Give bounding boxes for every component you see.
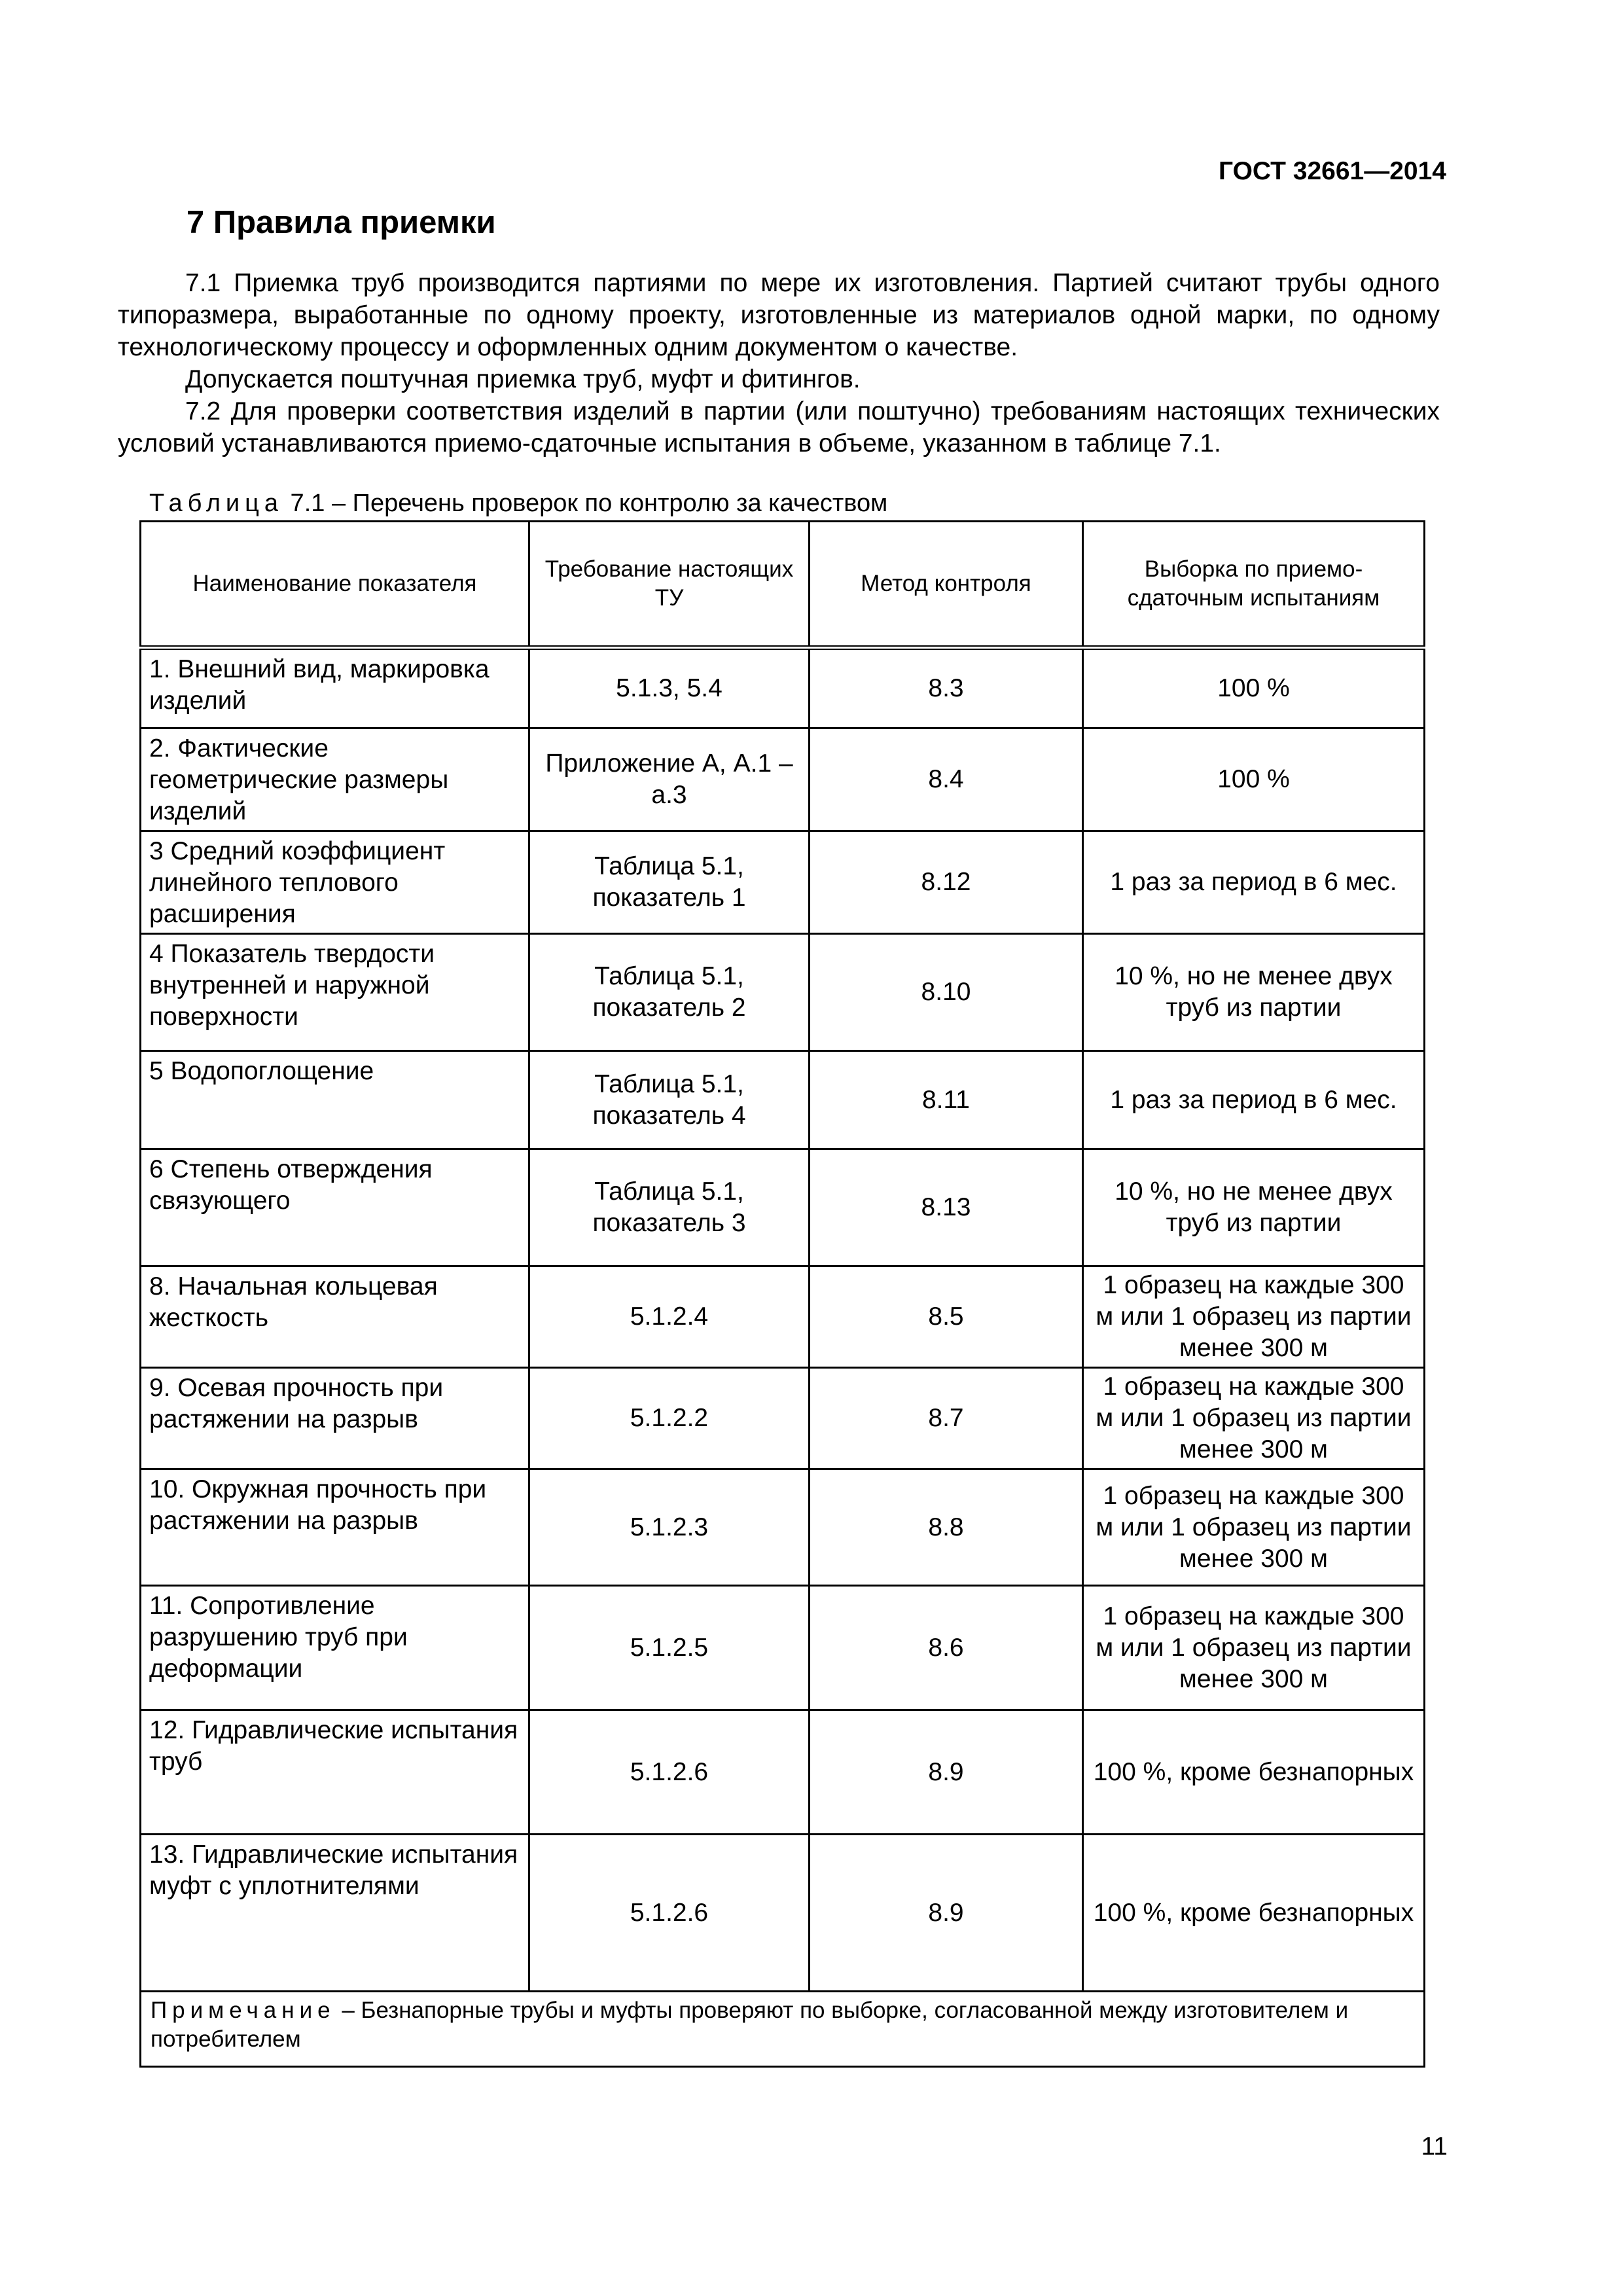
cell-requirement: Таблица 5.1, показатель 2 — [529, 934, 810, 1051]
cell-requirement: 5.1.2.6 — [529, 1710, 810, 1835]
cell-sample: 1 раз за период в 6 мес. — [1083, 831, 1425, 934]
section-title: 7 Правила приемки — [187, 205, 496, 240]
table-caption — [149, 490, 887, 518]
column-header-requirement: Требование настоящих ТУ — [529, 522, 810, 648]
cell-requirement: Таблица 5.1, показатель 4 — [529, 1051, 810, 1149]
table-row — [141, 728, 1425, 831]
cell-indicator: 11. Сопротивление разрушению труб при деформации — [141, 1586, 529, 1710]
cell-indicator: 1. Внешний вид, маркировка изделий — [141, 648, 529, 728]
column-header-indicator: Наименование показателя — [141, 522, 529, 648]
cell-indicator: 2. Фактические геометрические размеры изделий — [141, 728, 529, 831]
cell-indicator: 12. Гидравлические испытания труб — [141, 1710, 529, 1835]
cell-sample: 10 %, но не менее двух труб из партии — [1083, 934, 1425, 1051]
table-note — [141, 1992, 1425, 2067]
cell-requirement: 5.1.3, 5.4 — [529, 648, 810, 728]
table-row — [141, 1586, 1425, 1710]
cell-requirement: 5.1.2.2 — [529, 1368, 810, 1469]
cell-sample: 100 %, кроме безнапорных — [1083, 1835, 1425, 1992]
table-row — [141, 934, 1425, 1051]
cell-sample: 1 образец на каждые 300 м или 1 образец из партии менее 300 м — [1083, 1586, 1425, 1710]
cell-requirement: 5.1.2.6 — [529, 1835, 810, 1992]
cell-requirement: Таблица 5.1, показатель 3 — [529, 1149, 810, 1266]
cell-sample: 1 образец на каждые 300 м или 1 образец из партии менее 300 м — [1083, 1469, 1425, 1586]
table-note-text: – Безнапорные трубы и муфты проверяют по выборке, согласованной между изготовителем и потребителем — [151, 1998, 1349, 2052]
cell-sample: 100 % — [1083, 728, 1425, 831]
table-row — [141, 648, 1425, 728]
cell-sample: 100 % — [1083, 648, 1425, 728]
cell-method: 8.6 — [810, 1586, 1083, 1710]
cell-sample: 1 образец на каждые 300 м или 1 образец из партии менее 300 м — [1083, 1266, 1425, 1368]
table-caption-text: 7.1 – Перечень проверок по контролю за качеством — [283, 490, 888, 517]
table-note-prefix: Примечание — [151, 1998, 336, 2023]
table-row — [141, 1368, 1425, 1469]
table-note-row — [141, 1992, 1425, 2067]
cell-sample: 1 раз за период в 6 мес. — [1083, 1051, 1425, 1149]
cell-method: 8.7 — [810, 1368, 1083, 1469]
cell-method: 8.4 — [810, 728, 1083, 831]
paragraph-7-2: 7.2 Для проверки соответствия изделий в партии (или поштучно) требованиям настоящих технических условий устанавливаются приемо-сдаточные испытания в объеме, указанном в таблице 7.1. — [118, 397, 1440, 457]
body-text — [118, 267, 1440, 459]
document-code: ГОСТ 32661—2014 — [1219, 157, 1446, 185]
cell-sample: 1 образец на каждые 300 м или 1 образец из партии менее 300 м — [1083, 1368, 1425, 1469]
column-header-sample: Выборка по приемо-сдаточным испытаниям — [1083, 522, 1425, 648]
cell-sample: 100 %, кроме безнапорных — [1083, 1710, 1425, 1835]
cell-requirement: 5.1.2.3 — [529, 1469, 810, 1586]
cell-indicator: 13. Гидравлические испытания муфт с уплотнителями — [141, 1835, 529, 1992]
cell-requirement: Таблица 5.1, показатель 1 — [529, 831, 810, 934]
cell-method: 8.10 — [810, 934, 1083, 1051]
column-header-method: Метод контроля — [810, 522, 1083, 648]
table-row — [141, 1469, 1425, 1586]
cell-indicator: 5 Водопоглощение — [141, 1051, 529, 1149]
cell-method: 8.13 — [810, 1149, 1083, 1266]
cell-method: 8.12 — [810, 831, 1083, 934]
paragraph-piece-acceptance: Допускается поштучная приемка труб, муфт и фитингов. — [185, 365, 861, 393]
cell-method: 8.3 — [810, 648, 1083, 728]
cell-method: 8.9 — [810, 1835, 1083, 1992]
cell-indicator: 3 Средний коэффициент линейного теплового расширения — [141, 831, 529, 934]
table-row — [141, 831, 1425, 934]
quality-checks-table — [139, 520, 1425, 2068]
cell-requirement: Приложение А, А.1 – а.3 — [529, 728, 810, 831]
cell-indicator: 10. Окружная прочность при растяжении на разрыв — [141, 1469, 529, 1586]
cell-indicator: 8. Начальная кольцевая жесткость — [141, 1266, 529, 1368]
table-row — [141, 1051, 1425, 1149]
cell-method: 8.8 — [810, 1469, 1083, 1586]
cell-indicator: 9. Осевая прочность при растяжении на разрыв — [141, 1368, 529, 1469]
table-row — [141, 1149, 1425, 1266]
cell-method: 8.9 — [810, 1710, 1083, 1835]
cell-indicator: 6 Степень отверждения связующего — [141, 1149, 529, 1266]
table-header-row — [141, 522, 1425, 648]
paragraph-7-1: 7.1 Приемка труб производится партиями по мере их изготовления. Партией считают трубы одного типоразмера, выработанные по одному проекту, изготовленные из материалов одной марки, по одному технологическому процессу и оформленных одним документом о качестве. — [118, 269, 1440, 361]
cell-method: 8.11 — [810, 1051, 1083, 1149]
cell-indicator: 4 Показатель твердости внутренней и наружной поверхности — [141, 934, 529, 1051]
cell-method: 8.5 — [810, 1266, 1083, 1368]
cell-requirement: 5.1.2.4 — [529, 1266, 810, 1368]
cell-requirement: 5.1.2.5 — [529, 1586, 810, 1710]
table-caption-prefix: Таблица — [149, 490, 283, 517]
table-row — [141, 1266, 1425, 1368]
table-row — [141, 1835, 1425, 1992]
table-row — [141, 1710, 1425, 1835]
page-number: 11 — [1421, 2132, 1448, 2161]
cell-sample: 10 %, но не менее двух труб из партии — [1083, 1149, 1425, 1266]
